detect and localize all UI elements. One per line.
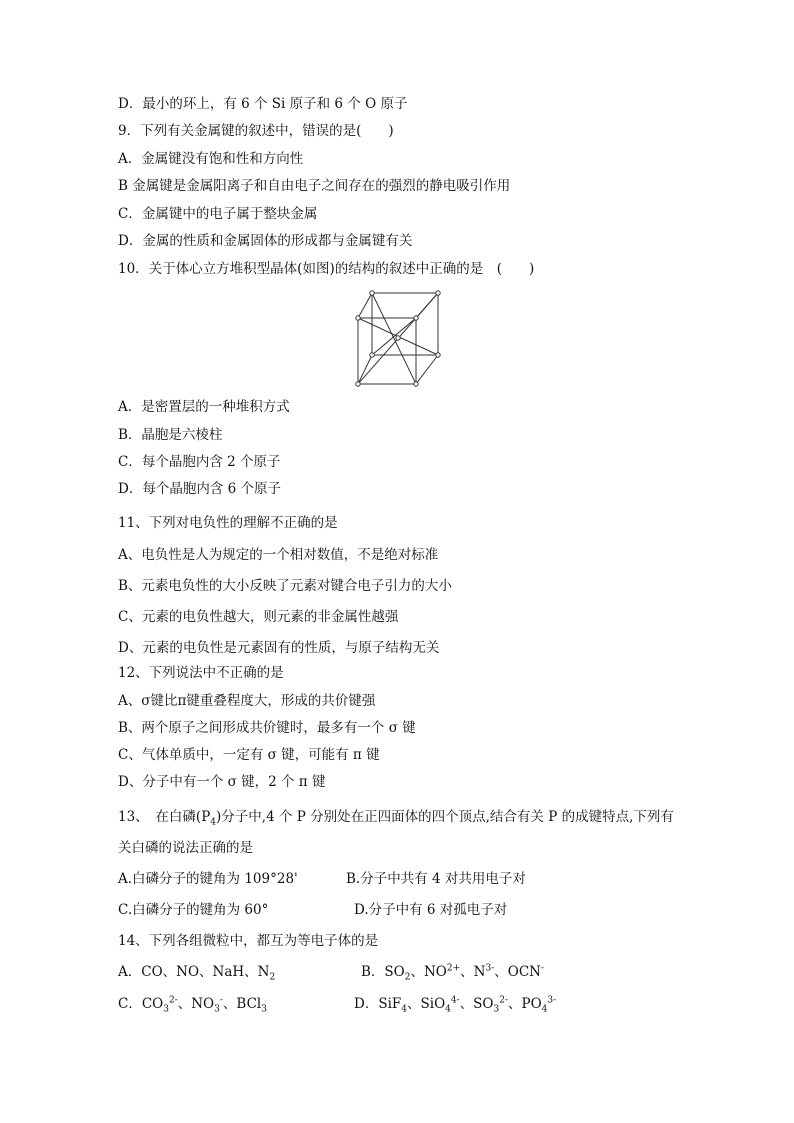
q13-stem-pre: 13、 在白磷(P (118, 809, 211, 825)
q11-option-b: B、元素电负性的大小反映了元素对键合电子引力的大小 (118, 578, 452, 594)
q14a-text: A．CO、NO、NaH、N (118, 964, 270, 980)
q14c-mid1: 、NO (177, 996, 215, 1012)
q9-option-d: D．金属的性质和金属固体的形成都与金属键有关 (118, 233, 413, 249)
q13-stem (118, 809, 674, 828)
q12-option-a: A、σ键比π键重叠程度大，形成的共价键强 (118, 693, 376, 709)
q10-option-b: B．晶胞是六棱柱 (118, 427, 223, 443)
q14d-sub4: 4 (541, 1004, 548, 1015)
q13-stem-sub: 4 (210, 817, 217, 828)
q14-option-c (118, 995, 267, 1015)
q14c-sup2: - (219, 995, 223, 1006)
q14b-mid2: 、N (460, 964, 486, 980)
q10-option-a: A．是密置层的一种堆积方式 (118, 399, 290, 415)
q14d-sup4: 3- (547, 995, 557, 1006)
q14b-sub1: 2 (404, 972, 411, 983)
q12-option-b: B、两个原子之间形成共价键时，最多有一个 σ 键 (118, 720, 416, 736)
q14d-mid2: 、SO (459, 996, 494, 1012)
q14c-sub3: 3 (261, 1004, 267, 1015)
q10-option-d: D．每个晶胞内含 6 个原子 (118, 481, 281, 497)
q11-option-a: A、电负性是人为规定的一个相对数值，不是绝对标准 (118, 547, 439, 563)
q14a-sub1: 2 (269, 972, 276, 983)
q9-option-c: C．金属键中的电子属于整块金属 (118, 206, 318, 222)
q14c-sub1: 3 (163, 1004, 169, 1015)
q11-option-c: C、元素的电负性越大，则元素的非金属性越强 (118, 609, 399, 625)
q14d-sub1: 4 (401, 1004, 407, 1015)
q14c-text: C．CO (118, 996, 164, 1012)
q11-option-d: D、元素的电负性是元素固有的性质，与原子结构无关 (118, 640, 440, 656)
q8-option-d: D．最小的环上，有 6 个 Si 原子和 6 个 O 原子 (118, 96, 408, 112)
q10-option-c: C．每个晶胞内含 2 个原子 (118, 454, 281, 470)
q13-stem-line2: 关白磷的说法正确的是 (118, 840, 253, 856)
q14d-sub2: 4 (445, 1004, 451, 1015)
q14c-mid2: 、BCl (222, 996, 262, 1012)
q12-option-c: C、气体单质中，一定有 σ 键，可能有 π 键 (118, 747, 380, 763)
q13-stem-post: )分子中,4 个 P 分别处在正四面体的四个顶点,结合有关 P 的成键特点,下列有 (216, 809, 674, 825)
q14b-sup2: 3- (485, 963, 495, 974)
q12-stem: 12、下列说法中不正确的是 (118, 665, 284, 681)
q14d-text: D．SiF (354, 996, 402, 1012)
q14d-sup3: 2- (499, 995, 508, 1006)
q9-option-b: B 金属键是金属阳离子和自由电子之间存在的强烈的静电吸引作用 (118, 178, 511, 194)
q9-stem: 9．下列有关金属键的叙述中，错误的是( ) (118, 123, 394, 139)
q14-option-a (118, 964, 276, 983)
q14d-sup2: 4- (450, 995, 460, 1006)
q14d-sub3: 3 (493, 1004, 500, 1015)
q14c-sub2: 3 (214, 1004, 220, 1015)
q11-stem: 11、下列对电负性的理解不正确的是 (118, 515, 338, 531)
q9-option-a: A．金属键没有饱和性和方向性 (118, 151, 304, 167)
q14d-mid1: 、SiO (407, 996, 446, 1012)
q13-option-d: D.分子中有 6 对孤电子对 (354, 902, 508, 918)
q14c-sup1: 2- (168, 995, 178, 1006)
q14-option-b (361, 963, 545, 983)
q14-option-d (354, 995, 557, 1015)
q14-stem: 14、下列各组微粒中，都互为等电子体的是 (118, 933, 379, 949)
q10-stem: 10．关于体心立方堆积型晶体(如图)的结构的叙述中正确的是 ( ) (118, 261, 535, 277)
q13-option-c: C.白磷分子的键角为 60° (118, 902, 269, 918)
q14d-mid3: 、PO (508, 996, 542, 1012)
q12-option-d: D、分子中有一个 σ 键，2 个 π 键 (118, 774, 326, 790)
q13-option-a: A.白磷分子的键角为 109°28' (118, 871, 298, 887)
q14b-sup1: 2+ (446, 963, 461, 974)
q14b-sup3: - (540, 963, 545, 974)
q14b-mid3: 、OCN (494, 964, 541, 980)
q13-option-b: B.分子中共有 4 对共用电子对 (346, 871, 526, 887)
bcc-unit-cell-figure (354, 288, 444, 390)
q14b-mid1: 、NO (410, 964, 447, 980)
q14b-text: B．SO (361, 964, 405, 980)
